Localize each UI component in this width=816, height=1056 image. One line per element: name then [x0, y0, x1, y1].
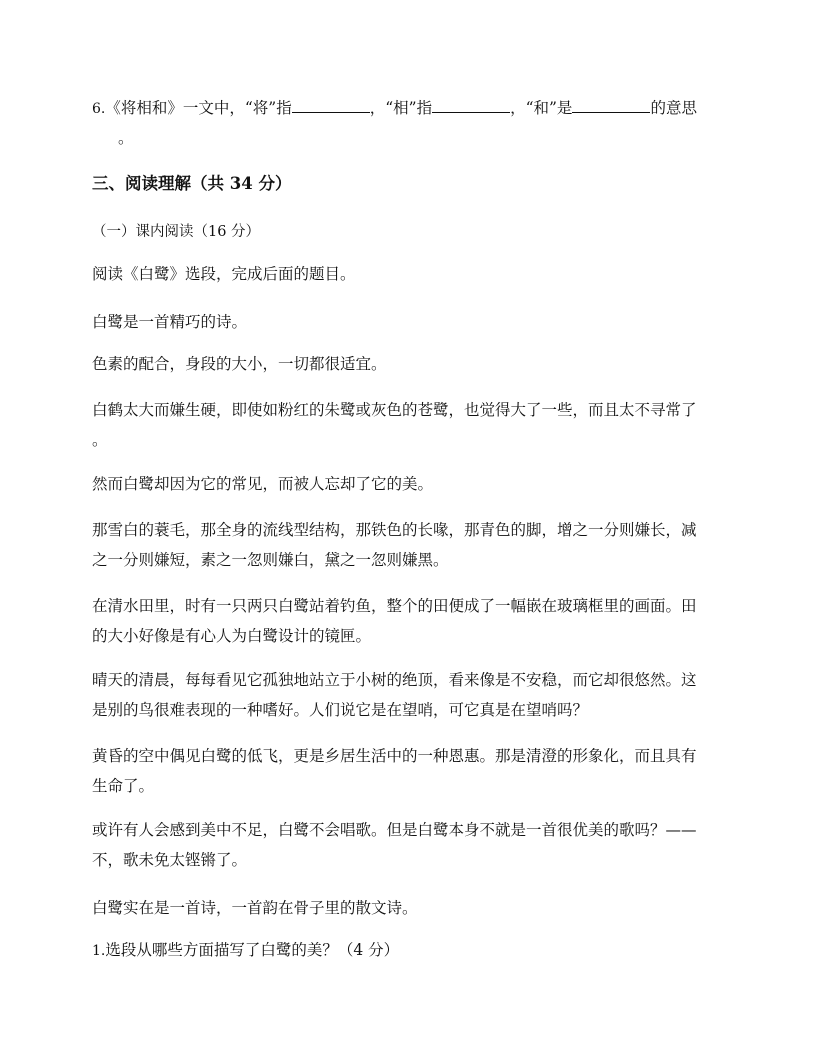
passage-line: 白鹭实在是一首诗，一首韵在骨子里的散文诗。 [92, 899, 418, 917]
passage-line: 白鹭是一首精巧的诗。 [92, 313, 248, 331]
passage-line: 是别的鸟很难表现的一种嗜好。人们说它是在望哨，可它真是在望哨吗？ [92, 701, 589, 719]
question-6-tail: 。 [118, 129, 134, 147]
passage-line: 生命了。 [92, 777, 155, 795]
answer-blank-3[interactable] [572, 96, 650, 113]
passage-line: 然而白鹭却因为它的常见，而被人忘却了它的美。 [92, 475, 434, 493]
answer-blank-1[interactable] [292, 96, 370, 113]
passage-line: 在清水田里，时有一只两只白鹭站着钓鱼，整个的田便成了一幅嵌在玻璃框里的画面。田 [92, 597, 697, 615]
passage-line: 的大小好像是有心人为白鹭设计的镜匣。 [92, 627, 372, 645]
question-6-text-2: ，“相”指 [369, 99, 433, 117]
question-6-text-1: 《将相和》一文中，“将”指 [105, 99, 292, 117]
passage-line: 黄昏的空中偶见白鹭的低飞，更是乡居生活中的一种恩惠。那是清澄的形象化，而且具有 [92, 747, 697, 765]
passage-line: 色素的配合，身段的大小，一切都很适宜。 [92, 355, 387, 373]
passage-line: 。 [92, 431, 108, 449]
answer-blank-2[interactable] [432, 96, 510, 113]
question-1-number: 1. [92, 943, 106, 959]
question-6 [92, 96, 732, 119]
passage-line: 白鹤太大而嫌生硬，即使如粉红的朱鹭或灰色的苍鹭，也觉得大了一些，而且太不寻常了 [92, 401, 697, 419]
reading-instruction: 阅读《白鹭》选段，完成后面的题目。 [92, 265, 356, 283]
passage-line: 之一分则嫌短，素之一忽则嫌白，黛之一忽则嫌黑。 [92, 551, 449, 569]
question-6-text-4: 的意思 [650, 99, 697, 117]
question-1-text: 选段从哪些方面描写了白鹭的美？（4 分） [105, 941, 400, 959]
question-6-text-3: ，“和”是 [510, 99, 573, 117]
passage-line: 不，歌未免太铿锵了。 [92, 851, 248, 869]
question-6-number: 6. [92, 101, 106, 117]
question-1 [92, 940, 732, 961]
section-heading: 三、阅读理解（共 34 分） [92, 174, 292, 193]
subsection-heading: （一）课内阅读（16 分） [92, 224, 261, 240]
passage-line: 那雪白的蓑毛，那全身的流线型结构，那铁色的长喙，那青色的脚，增之一分则嫌长，减 [92, 521, 697, 539]
passage-line: 或许有人会感到美中不足，白鹭不会唱歌。但是白鹭本身不就是一首很优美的歌吗？—— [92, 821, 697, 839]
passage-line: 晴天的清晨，每每看见它孤独地站立于小树的绝顶，看来像是不安稳，而它却很悠然。这 [92, 671, 697, 689]
